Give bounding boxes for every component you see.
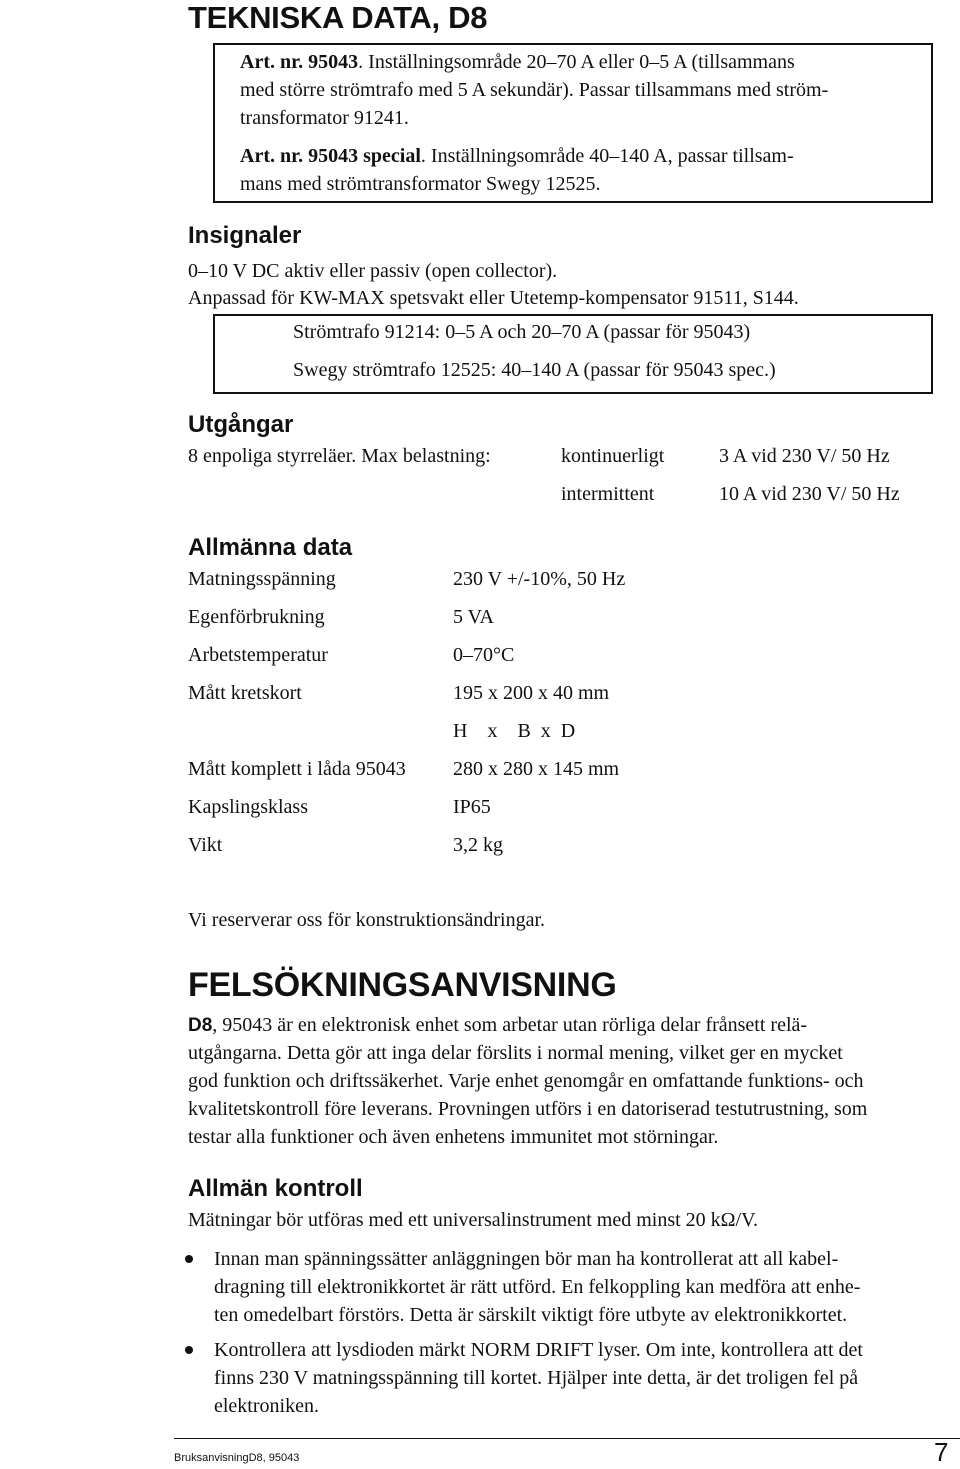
spec-label: Matningsspänning: [188, 568, 336, 590]
spec-value: 0–70°C: [453, 644, 515, 666]
felsok-heading: FELSÖKNINGSANVISNING: [188, 966, 617, 1004]
bullet-line: Innan man spänningssätter anläggningen bör man ha kontrollerat att all kabel-: [214, 1248, 839, 1270]
art-line-5: mans med strömtransformator Swegy 12525.: [240, 173, 601, 195]
output-value: 10 A vid 230 V/ 50 Hz: [719, 483, 900, 505]
insignaler-heading: Insignaler: [188, 222, 302, 249]
spec-value: 230 V +/-10%, 50 Hz: [453, 568, 626, 590]
utgangar-desc: 8 enpoliga styrreläer. Max belastning:: [188, 445, 491, 467]
kontroll-heading: Allmän kontroll: [188, 1175, 363, 1202]
spec-value: IP65: [453, 796, 491, 818]
transformer-line-1: Strömtrafo 91214: 0–5 A och 20–70 A (passar för 95043): [293, 321, 751, 343]
footer-text: BruksanvisningD8, 95043: [174, 1452, 300, 1464]
spec-value: 3,2 kg: [453, 834, 503, 856]
felsok-line: god funktion och driftssäkerhet. Varje enhet genomgår en omfattande funktions- och: [188, 1070, 864, 1092]
output-value: 3 A vid 230 V/ 50 Hz: [719, 445, 890, 467]
spec-value: 280 x 280 x 145 mm: [453, 758, 620, 780]
spec-label: Vikt: [188, 834, 223, 856]
felsok-line: testar alla funktioner och även enhetens immunitet mot störningar.: [188, 1126, 719, 1148]
allmanna-heading: Allmänna data: [188, 534, 353, 561]
spec-label: Arbetstemperatur: [188, 644, 328, 666]
bullet-line: dragning till elektronikkortet är rätt utförd. En felkoppling kan medföra att enhe-: [214, 1276, 861, 1298]
bullet-icon: [185, 1255, 193, 1263]
art-line-3: transformator 91241.: [240, 107, 409, 129]
insignaler-line-2: Anpassad för KW-MAX spetsvakt eller Utetemp-kompensator 91511, S144.: [188, 287, 799, 309]
spec-label: Mått kretskort: [188, 682, 302, 704]
utgangar-heading: Utgångar: [188, 411, 294, 438]
felsok-line: utgångarna. Detta gör att inga delar förslits i normal mening, vilket ger en mycket: [188, 1042, 843, 1064]
art-line-1: Art. nr. 95043. Inställningsområde 20–70 A eller 0–5 A (tillsammans: [240, 51, 795, 73]
reservation-note: Vi reserverar oss för konstruktionsändringar.: [188, 909, 546, 931]
spec-value: 195 x 200 x 40 mm: [453, 682, 610, 704]
bullet-line: ten omedelbart förstörs. Detta är särskilt viktigt före utbyte av elektronikkortet.: [214, 1304, 848, 1326]
spec-value: H x B x D: [453, 720, 576, 742]
felsok-line: D8, 95043 är en elektronisk enhet som arbetar utan rörliga delar frånsett relä-: [188, 1014, 808, 1036]
felsok-line: kvalitetskontroll före leverans. Provningen utförs i en datoriserad testutrustning, som: [188, 1098, 868, 1120]
bullet-icon: [185, 1346, 193, 1354]
bullet-line: finns 230 V matningsspänning till kortet. Hjälper inte detta, är det troligen fel på: [214, 1367, 859, 1389]
bullet-line: Kontrollera att lysdioden märkt NORM DRIFT lyser. Om inte, kontrollera att det: [214, 1339, 863, 1361]
page-number: 7: [934, 1437, 949, 1467]
spec-label: Egenförbrukning: [188, 606, 325, 628]
spec-label: Kapslingsklass: [188, 796, 308, 818]
insignaler-line-1: 0–10 V DC aktiv eller passiv (open collector).: [188, 260, 558, 282]
page-title: TEKNISKA DATA, D8: [188, 0, 488, 35]
footer-rule: [174, 1438, 960, 1439]
art-line-4: Art. nr. 95043 special. Inställningsområde 40–140 A, passar tillsam-: [240, 145, 794, 167]
output-label: kontinuerligt: [561, 445, 665, 467]
spec-label: Mått komplett i låda 95043: [188, 758, 406, 780]
spec-value: 5 VA: [453, 606, 494, 628]
bullet-line: elektroniken.: [214, 1395, 319, 1417]
output-label: intermittent: [561, 483, 655, 505]
transformer-line-2: Swegy strömtrafo 12525: 40–140 A (passar för 95043 spec.): [293, 359, 776, 381]
art-line-2: med större strömtrafo med 5 A sekundär). Passar tillsammans med ström-: [240, 79, 829, 101]
kontroll-line: Mätningar bör utföras med ett universalinstrument med minst 20 kΩ/V.: [188, 1209, 758, 1231]
